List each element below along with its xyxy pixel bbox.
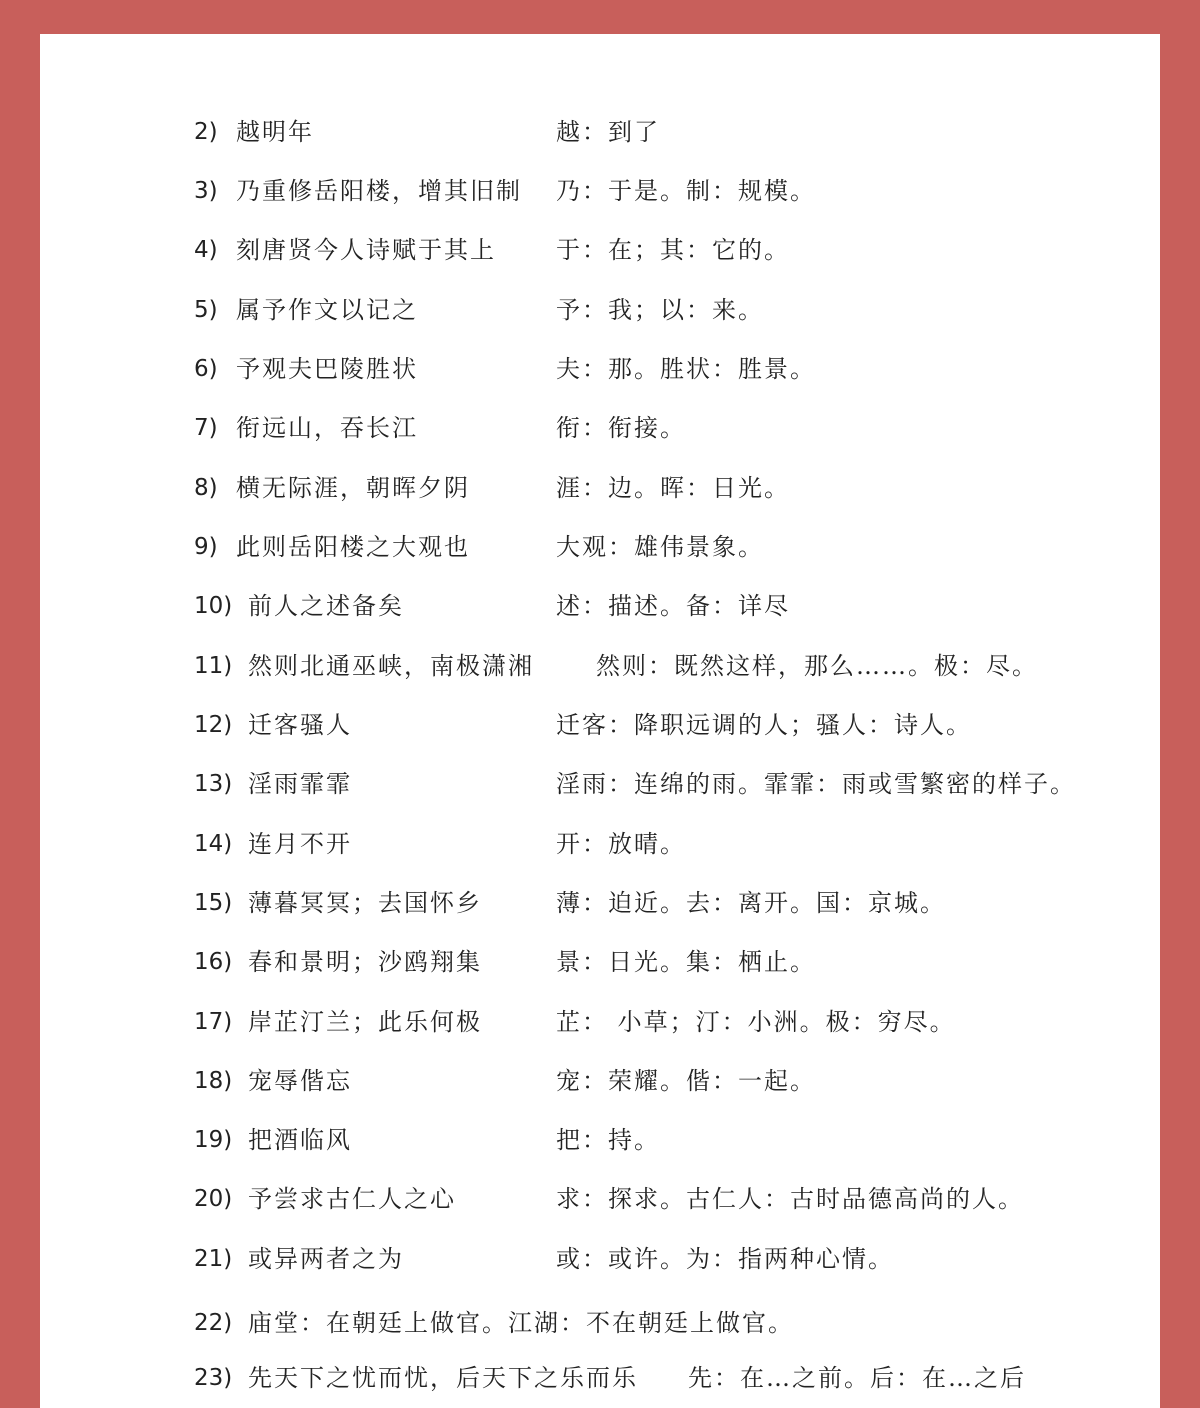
item-phrase: 属予作文以记之 [236, 296, 418, 324]
list-item [40, 1303, 1160, 1343]
list-item [40, 408, 1160, 448]
list-item [40, 1120, 1160, 1160]
item-gloss: 予：我；以：来。 [556, 296, 764, 324]
item-gloss: 芷： 小草；汀：小洲。极：穷尽。 [556, 1008, 956, 1036]
item-phrase: 把酒临风 [248, 1126, 352, 1154]
document-page [40, 34, 1160, 1408]
item-phrase: 或异两者之为 [248, 1245, 404, 1273]
list-item [40, 290, 1160, 330]
item-gloss: 于：在；其：它的。 [556, 236, 790, 264]
list-item [40, 1061, 1160, 1101]
item-number: 10) [194, 593, 233, 619]
item-number: 16) [194, 949, 233, 975]
item-number: 20) [194, 1186, 233, 1212]
item-gloss: 述：描述。备：详尽 [556, 592, 790, 620]
item-phrase: 薄暮冥冥；去国怀乡 [248, 889, 482, 917]
item-gloss: 夫：那。胜状：胜景。 [556, 355, 816, 383]
item-phrase: 前人之述备矣 [248, 592, 404, 620]
item-gloss: 薄：迫近。去：离开。国：京城。 [556, 889, 946, 917]
list-item [40, 646, 1160, 686]
item-phrase: 越明年 [236, 118, 314, 146]
item-gloss: 迁客：降职远调的人；骚人：诗人。 [556, 711, 972, 739]
item-gloss: 乃：于是。制：规模。 [556, 177, 816, 205]
item-number: 23) [194, 1365, 233, 1391]
item-gloss: 或：或许。为：指两种心情。 [556, 1245, 894, 1273]
list-item [40, 112, 1160, 152]
item-gloss: 涯：边。晖：日光。 [556, 474, 790, 502]
item-phrase: 予观夫巴陵胜状 [236, 355, 418, 383]
item-gloss: 景：日光。集：栖止。 [556, 948, 816, 976]
item-number: 9) [194, 534, 218, 560]
item-phrase: 刻唐贤今人诗赋于其上 [236, 236, 496, 264]
item-gloss: 先：在…之前。后：在…之后 [688, 1364, 1026, 1392]
item-number: 22) [194, 1310, 233, 1336]
list-item [40, 1002, 1160, 1042]
item-phrase: 迁客骚人 [248, 711, 352, 739]
item-gloss: 把：持。 [556, 1126, 660, 1154]
item-phrase: 乃重修岳阳楼，增其旧制 [236, 177, 522, 205]
list-item [40, 942, 1160, 982]
list-item [40, 349, 1160, 389]
item-gloss: 衔：衔接。 [556, 414, 686, 442]
list-item [40, 527, 1160, 567]
item-gloss: 求：探求。古仁人：古时品德高尚的人。 [556, 1185, 1024, 1213]
item-number: 15) [194, 890, 233, 916]
list-item [40, 824, 1160, 864]
item-phrase: 淫雨霏霏 [248, 770, 352, 798]
item-number: 14) [194, 831, 233, 857]
item-number: 6) [194, 356, 218, 382]
item-gloss: 开：放晴。 [556, 830, 686, 858]
item-number: 18) [194, 1068, 233, 1094]
list-item [40, 468, 1160, 508]
item-phrase: 横无际涯，朝晖夕阴 [236, 474, 470, 502]
item-text: 庙堂：在朝廷上做官。江湖：不在朝廷上做官。 [248, 1309, 794, 1337]
list-item [40, 171, 1160, 211]
item-gloss: 大观：雄伟景象。 [556, 533, 764, 561]
item-number: 21) [194, 1246, 233, 1272]
item-number: 17) [194, 1009, 233, 1035]
list-item [40, 1239, 1160, 1279]
item-phrase: 岸芷汀兰；此乐何极 [248, 1008, 482, 1036]
item-number: 4) [194, 237, 218, 263]
item-gloss: 淫雨：连绵的雨。霏霏：雨或雪繁密的样子。 [556, 770, 1076, 798]
list-item [40, 230, 1160, 270]
item-gloss: 然则：既然这样，那么……。极：尽。 [596, 652, 1038, 680]
list-item [40, 764, 1160, 804]
list-item [40, 705, 1160, 745]
item-number: 3) [194, 178, 218, 204]
item-number: 5) [194, 297, 218, 323]
item-phrase: 衔远山，吞长江 [236, 414, 418, 442]
item-phrase: 予尝求古仁人之心 [248, 1185, 456, 1213]
list-item [40, 586, 1160, 626]
item-phrase: 连月不开 [248, 830, 352, 858]
item-number: 2) [194, 119, 218, 145]
item-number: 13) [194, 771, 233, 797]
item-phrase: 先天下之忧而忧，后天下之乐而乐 [248, 1364, 638, 1392]
item-number: 11) [194, 653, 233, 679]
item-number: 12) [194, 712, 233, 738]
item-phrase: 然则北通巫峡，南极潇湘 [248, 652, 534, 680]
list-item [40, 883, 1160, 923]
item-phrase: 宠辱偕忘 [248, 1067, 352, 1095]
item-gloss: 宠：荣耀。偕：一起。 [556, 1067, 816, 1095]
item-phrase: 春和景明；沙鸥翔集 [248, 948, 482, 976]
item-number: 8) [194, 475, 218, 501]
item-number: 7) [194, 415, 218, 441]
item-gloss: 越：到了 [556, 118, 660, 146]
list-item [40, 1179, 1160, 1219]
list-item [40, 1358, 1160, 1398]
item-number: 19) [194, 1127, 233, 1153]
item-phrase: 此则岳阳楼之大观也 [236, 533, 470, 561]
